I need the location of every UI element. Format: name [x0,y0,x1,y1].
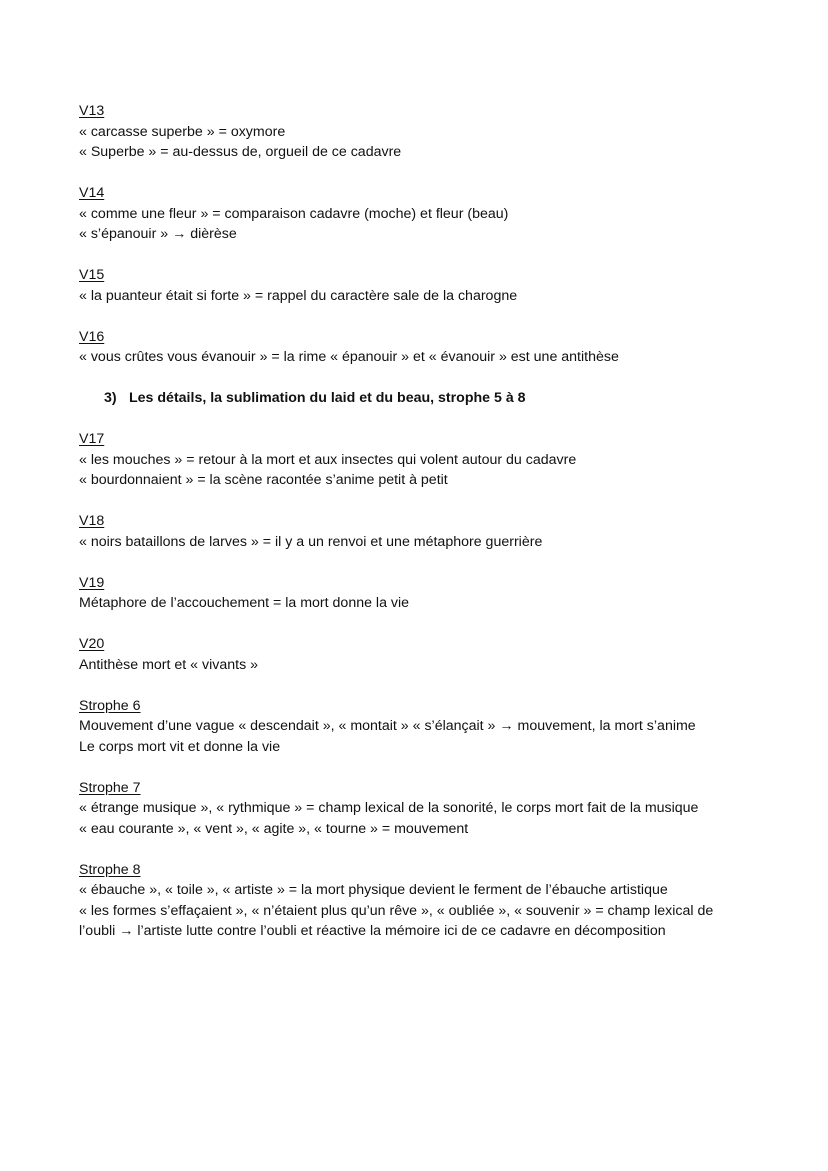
section-line: « la puanteur était si forte » = rappel du caractère sale de la charogne [79,287,518,304]
section-v16 [79,327,779,368]
section-line: Métaphore de l’accouchement = la mort donne la vie [79,595,410,611]
section-heading: V14 [79,185,105,201]
document-page [79,101,779,962]
section-strophe-6 [79,696,779,758]
section-line: « étrange musique », « rythmique » = champ lexical de la sonorité, le corps mort fait de la musique [79,800,699,816]
section-line: Le corps mort vit et donne la vie [79,738,281,755]
section-heading: V15 [79,267,105,283]
section-heading: V17 [79,431,105,447]
section-heading: V18 [79,513,105,529]
section-line: « carcasse superbe » = oxymore [79,123,286,140]
section-v15 [79,265,779,306]
section-heading: Strophe 8 [79,861,141,878]
part-title [104,388,779,409]
section-line: « comme une fleur » = comparaison cadavre (moche) et fleur (beau) [79,205,509,222]
section-heading: V13 [79,103,105,119]
section-heading: Strophe 6 [79,697,141,714]
section-v20 [79,634,779,675]
section-line: « Superbe » = au-dessus de, orgueil de ce cadavre [79,144,402,160]
section-heading: V19 [79,574,105,591]
section-line: Mouvement d’une vague « descendait », « montait » « s’élançait » → mouvement, la mort s’anime [79,718,696,734]
section-v17 [79,429,779,491]
section-line: « noirs bataillons de larves » = il y a un renvoi et une métaphore guerrière [79,533,543,550]
section-v13 [79,101,779,163]
section-line: « ébauche », « toile », « artiste » = la mort physique devient le ferment de l’ébauche artistique [79,882,668,898]
section-line: l’oubli → l’artiste lutte contre l’oubli et réactive la mémoire ici de ce cadavre en décomposition [79,923,666,939]
section-line: « les mouches » = retour à la mort et aux insectes qui volent autour du cadavre [79,451,577,468]
section-line: « vous crûtes vous évanouir » = la rime « épanouir » et « évanouir » est une antithèse [79,349,619,365]
section-heading: V20 [79,636,105,652]
section-line: « bourdonnaient » = la scène racontée s’anime petit à petit [79,472,448,488]
section-strophe-8 [79,860,779,942]
section-line: « eau courante », « vent », « agite », « tourne » = mouvement [79,820,469,837]
section-heading: Strophe 7 [79,779,141,796]
part-title-text: Les détails, la sublimation du laid et du beau, strophe 5 à 8 [129,390,526,406]
section-line: « les formes s’effaçaient », « n’étaient plus qu’un rêve », « oubliée », « souvenir » = champ lexical de [79,902,714,919]
section-heading: V16 [79,328,105,345]
section-strophe-7 [79,778,779,840]
section-line: Antithèse mort et « vivants » [79,656,259,673]
section-line: « s’épanouir » → dièrèse [79,226,237,242]
section-v14 [79,183,779,245]
section-v19 [79,573,779,614]
section-v18 [79,511,779,552]
part-number: 3) [104,390,117,406]
